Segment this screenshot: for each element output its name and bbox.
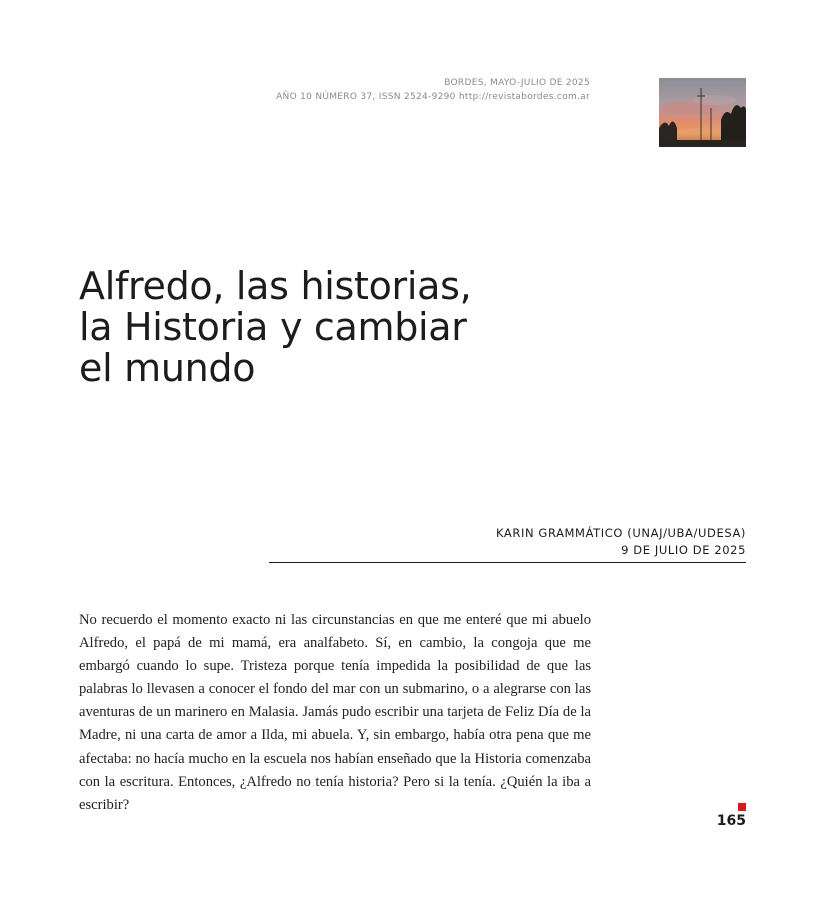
- sunset-thumbnail-image: [659, 78, 746, 147]
- article-byline: [496, 525, 746, 559]
- article-title: [79, 266, 499, 389]
- article-title-line: Alfredo, las historias,: [79, 264, 472, 308]
- article-title-line: la Historia y cambiar: [79, 305, 467, 349]
- article-title-line: el mundo: [79, 346, 256, 390]
- author-name: KARIN GRAMMÁTICO (UNAJ/UBA/UDESA): [495, 526, 746, 540]
- page-number: 165: [716, 813, 746, 829]
- journal-header: [276, 76, 590, 104]
- article-body-paragraph: No recuerdo el momento exacto ni las circunstancias en que me enteré que mi abuelo Alfredo, el papá de mi mamá, era analfabeto. Sí, en cambio, la congoja que me embargó cuando lo supe. Tristeza porque tenía impedida la posibilidad de que las palabras lo llevasen a conocer el fondo del mar con un submarino, o a alegrarse con las aventuras de un marinero en Malasia. Jamás pudo escribir una tarjeta de Feliz Día de la Madre, ni una carta de amor a Ilda, mi abuela. Y, sin embargo, había otra pena que me afectaba: no hacía mucho en la escuela nos habían enseñado que la Historia comenzaba con la escritura. Entonces, ¿Alfredo no tenía historia? Pero si la tenía. ¿Quién la iba a escribir?: [79, 612, 591, 813]
- byline-divider: [269, 562, 746, 563]
- page-marker-square: [738, 803, 746, 811]
- journal-issue-info: AÑO 10 NÚMERO 37, ISSN 2524-9290 http://revistabordes.com.ar: [276, 92, 590, 102]
- journal-issue-date: BORDES, MAYO-JULIO DE 2025: [444, 78, 590, 88]
- publication-date: 9 DE JULIO DE 2025: [621, 543, 746, 557]
